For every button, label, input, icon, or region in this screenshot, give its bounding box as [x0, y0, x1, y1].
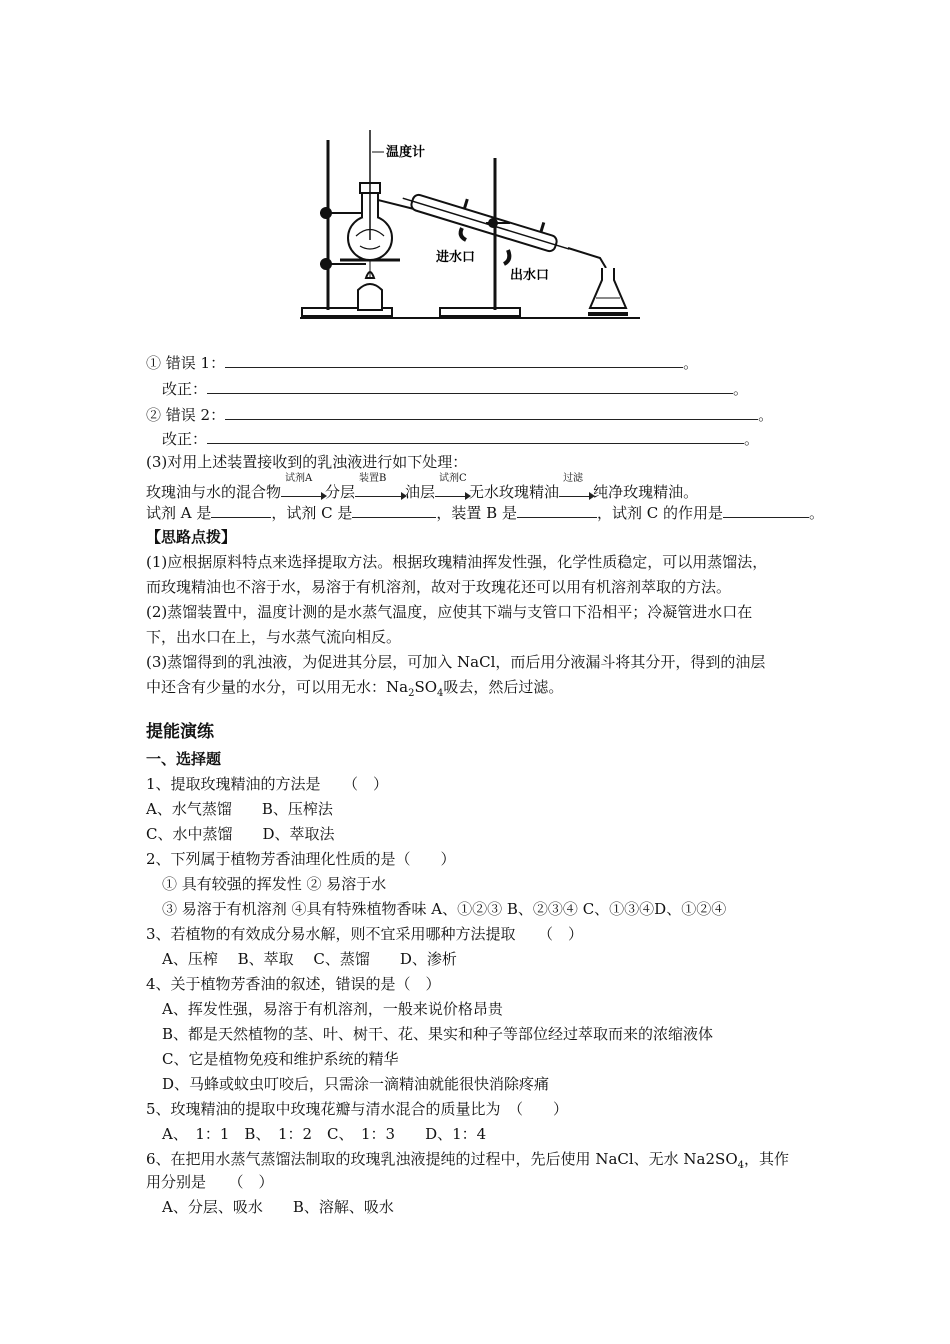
q3-options: A、压榨 B、萃取 C、蒸馏 D、渗析	[162, 950, 457, 968]
q5-stem: 5、玫瑰精油的提取中玫瑰花瓣与清水混合的质量比为 （ ）	[146, 1100, 569, 1118]
q4-option-c: C、它是植物免疫和维护系统的精华	[162, 1050, 399, 1068]
label-water-inlet: 进水口	[436, 250, 476, 265]
water-outlet-hose	[504, 250, 509, 264]
label-thermometer: 温度计	[386, 145, 426, 160]
tips-p1b: 而玫瑰精油也不溶于水，易溶于有机溶剂，故对于玫瑰花还可以用有机溶剂萃取的方法。	[146, 578, 732, 596]
q1-stem: 1、提取玫瑰精油的方法是 （ ）	[146, 775, 389, 793]
tips-p3b: 中还含有少量的水分，可以用无水：$Na_2SO_4$吸去，然后过滤。	[146, 678, 564, 699]
error-1-line: ① 错误 1： 。	[146, 354, 699, 372]
error-1-blank[interactable]	[225, 352, 683, 368]
arrow-device-b: 装置B	[355, 482, 405, 502]
arrow-filter: 过滤	[559, 482, 593, 502]
process-flow: 玫瑰油与水的混合物 试剂A 分层 装置B 油层 试剂C 无水玫瑰精油 过滤 纯净玫瑰精油。	[146, 473, 699, 501]
water-inlet-hose	[461, 228, 466, 240]
arrow-reagent-a: 试剂A	[281, 482, 325, 502]
q4-option-d: D、马蜂或蚊虫叮咬后，只需涂一滴精油就能很快消除疼痛	[162, 1075, 550, 1093]
process-question: 试剂 A 是 ，试剂 C 是 ，装置 B 是 ，试剂 C 的作用是 。	[146, 504, 824, 522]
receiving-flask	[590, 268, 626, 308]
q6-line-2: 用分别是 （ ）	[146, 1173, 274, 1191]
q6-line-1: 6、在把用水蒸气蒸馏法制取的玫瑰乳浊液提纯的过程中，先后使用 NaCl、无水 $Na2SO_4$，其作	[146, 1150, 790, 1171]
tips-p2b: 下，出水口在上，与水蒸气流向相反。	[146, 628, 402, 646]
tips-p3a: (3)蒸馏得到的乳浊液，为促进其分层，可加入 NaCl，而后用分液漏斗将其分开，得到的油层	[146, 653, 766, 671]
tips-p1a: (1)应根据原料特点来选择提取方法。根据玫瑰精油挥发性强，化学性质稳定，可以用蒸馏法，	[146, 553, 768, 571]
q1-options-ab: A、水气蒸馏 B、压榨法	[146, 800, 333, 818]
q1-options-cd: C、水中蒸馏 D、萃取法	[146, 825, 335, 843]
tips-p2a: (2)蒸馏装置中，温度计测的是水蒸气温度，应使其下端与支管口下沿相平；冷凝管进水口在	[146, 603, 753, 621]
adapter	[568, 248, 606, 268]
condenser	[400, 181, 574, 257]
q4-stem: 4、关于植物芳香油的叙述，错误的是（ ）	[146, 975, 441, 993]
q2-line-2: ③ 易溶于有机溶剂 ④具有特殊植物香味 A、①②③ B、②③④ C、①③④D、①②④	[162, 900, 727, 918]
reagent-a-blank[interactable]	[211, 502, 271, 518]
fix-2-blank[interactable]	[207, 428, 744, 444]
q6-options: A、分层、吸水 B、溶解、吸水	[162, 1198, 394, 1216]
alcohol-lamp	[358, 284, 382, 310]
practice-title: 提能演练	[146, 722, 214, 742]
arrow-reagent-c: 试剂C	[435, 482, 469, 502]
practice-section: 一、选择题	[146, 750, 222, 768]
stand-base-middle	[440, 308, 520, 316]
tips-heading: 【思路点拨】	[146, 528, 237, 546]
distillation-apparatus-diagram	[300, 128, 645, 328]
fix-2-line: 改正： 。	[162, 430, 760, 448]
q2-line-1: ① 具有较强的挥发性 ② 易溶于水	[162, 875, 387, 893]
reagent-c-blank[interactable]	[352, 502, 436, 518]
reagent-c-function-blank[interactable]	[723, 502, 809, 518]
q3-stem: 3、若植物的有效成分易水解，则不宜采用哪种方法提取 （ ）	[146, 925, 584, 943]
device-b-blank[interactable]	[517, 502, 597, 518]
q5-options: A、 1：1 B、 1：2 C、 1：3 D、1：4	[162, 1125, 487, 1143]
label-water-outlet: 出水口	[510, 268, 550, 283]
error-2-line: ② 错误 2： 。	[146, 406, 774, 424]
q4-option-a: A、挥发性强，易溶于有机溶剂，一般来说价格昂贵	[162, 1000, 503, 1018]
fix-1-blank[interactable]	[207, 378, 733, 394]
q2-stem: 2、下列属于植物芳香油理化性质的是（ ）	[146, 850, 456, 868]
process-intro: (3)对用上述装置接收到的乳浊液进行如下处理：	[146, 453, 468, 471]
error-2-blank[interactable]	[225, 404, 758, 420]
q4-option-b: B、都是天然植物的茎、叶、树干、花、果实和种子等部位经过萃取而来的浓缩液体	[162, 1025, 714, 1043]
fix-1-line: 改正： 。	[162, 380, 749, 398]
